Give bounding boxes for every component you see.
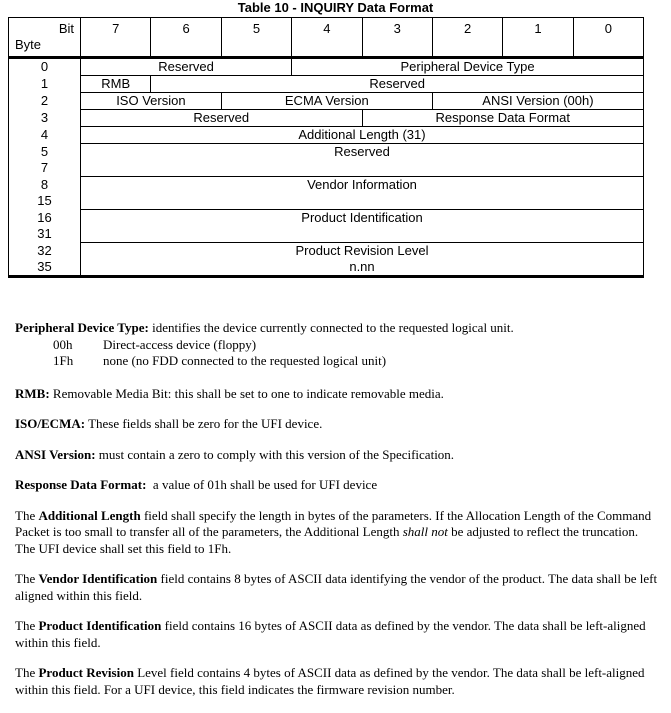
rev-term: Product Revision — [38, 665, 134, 680]
addl-mid: field shall specify the length in bytes of the parameters. If the Allocation Length of the Command Packet is too small to transfer all of the parameters, the Additional Length — [15, 507, 652, 539]
field-descriptions — [15, 320, 660, 712]
iso-version-field: ISO Version — [81, 93, 222, 110]
bit-6-header: 6 — [151, 18, 221, 58]
ansi-version-field: ANSI Version (00h) — [432, 93, 643, 110]
table-row — [9, 177, 644, 194]
reserved-field: Reserved — [81, 144, 644, 161]
bit-5-header: 5 — [221, 18, 291, 58]
bit-label: Bit — [58, 21, 74, 36]
byte-label: Byte — [15, 37, 42, 52]
ansi-term: ANSI Version: — [15, 446, 96, 462]
bit-1-header: 1 — [503, 18, 573, 58]
iso-ecma-description — [15, 416, 660, 433]
pdt-code-row — [15, 353, 660, 370]
product-revision-value: n.nn — [81, 259, 644, 277]
pdt-code: 00h — [53, 336, 73, 352]
addl-emphasis: shall not — [402, 524, 448, 539]
vendor-description — [15, 571, 660, 604]
peripheral-device-type-field: Peripheral Device Type — [292, 58, 644, 76]
vendor-information-field: Vendor Information — [81, 177, 644, 194]
pdt-code: 1Fh — [53, 353, 74, 368]
byte-number: 32 — [9, 243, 81, 260]
response-data-format-field: Response Data Format — [362, 110, 644, 127]
table-row — [9, 58, 644, 76]
byte-number: 31 — [9, 226, 81, 243]
ecma-version-field: ECMA Version — [221, 93, 432, 110]
iso-term: ISO/ECMA: — [15, 416, 86, 431]
table-row — [9, 110, 644, 127]
vendor-information-field-cont — [81, 193, 644, 210]
rmb-desc: Removable Media Bit: this shall be set to one to indicate removable media. — [49, 385, 444, 401]
table-row — [9, 160, 644, 177]
table-row — [9, 193, 644, 210]
table-row — [9, 226, 644, 243]
byte-number: 35 — [9, 259, 81, 277]
byte-number: 7 — [9, 160, 81, 177]
byte-number: 0 — [9, 58, 81, 76]
vendor-pre: The — [15, 571, 39, 586]
product-term: Product Identification — [38, 618, 162, 633]
addl-post: be adjusted to reflect the truncation. The UFI device shall set this field to 1Fh. — [15, 524, 639, 556]
byte-number: 1 — [9, 76, 81, 93]
additional-length-description — [15, 508, 660, 558]
reserved-field: Reserved — [151, 76, 644, 93]
table-row — [9, 243, 644, 260]
reserved-field: Reserved — [81, 58, 292, 76]
byte-number: 5 — [9, 144, 81, 161]
pdt-code-desc: Direct-access device (floppy) — [103, 336, 257, 352]
pdt-code-row — [15, 337, 660, 354]
rmb-field: RMB — [81, 76, 151, 93]
addl-term: Additional Length — [38, 507, 141, 523]
table-row — [9, 259, 644, 277]
byte-number: 4 — [9, 127, 81, 144]
byte-number: 8 — [9, 177, 81, 194]
vendor-desc: field contains 8 bytes of ASCII data identifying the vendor of the product. The data shall be left aligned within this field. — [15, 571, 658, 603]
rdf-desc: a value of 01h shall be used for UFI device — [146, 477, 378, 492]
reserved-field: Reserved — [81, 110, 363, 127]
bit-2-header: 2 — [432, 18, 502, 58]
rdf-description — [15, 477, 660, 494]
rev-pre: The — [15, 665, 39, 680]
revision-description — [15, 665, 660, 698]
byte-number: 15 — [9, 193, 81, 210]
product-revision-level-field: Product Revision Level — [81, 243, 644, 260]
rdf-term: Response Data Format: — [15, 477, 147, 492]
table-row — [9, 144, 644, 161]
inquiry-data-table — [8, 17, 644, 278]
rmb-description — [15, 386, 660, 403]
byte-number: 16 — [9, 210, 81, 227]
byte-number: 2 — [9, 93, 81, 110]
pdt-desc: identifies the device currently connected to the requested logical unit. — [148, 320, 514, 335]
table-row — [9, 210, 644, 227]
rmb-term: RMB: — [15, 385, 50, 401]
rev-desc: Level field contains 4 bytes of ASCII data as defined by the vendor. The data shall be left-aligned within this field. For a UFI device, this field indicates the firmware revision number. — [15, 665, 645, 697]
reserved-field-cont — [81, 160, 644, 177]
ansi-description — [15, 447, 660, 464]
product-desc: field contains 16 bytes of ASCII data as defined by the vendor. The data shall be left-aligned within this field. — [15, 618, 646, 650]
table-row — [9, 127, 644, 144]
addl-pre: The — [15, 507, 39, 523]
table-row — [9, 76, 644, 93]
bit-0-header: 0 — [573, 18, 643, 58]
pdt-description — [15, 320, 660, 370]
table-row — [9, 93, 644, 110]
pdt-term: Peripheral Device Type: — [15, 320, 149, 335]
product-description — [15, 618, 660, 651]
pdt-code-desc: none (no FDD connected to the requested logical unit) — [103, 353, 387, 368]
iso-desc: These fields shall be zero for the UFI device. — [85, 416, 323, 431]
ansi-desc: must contain a zero to comply with this version of the Specification. — [95, 446, 455, 462]
byte-number: 3 — [9, 110, 81, 127]
bit-byte-corner-cell — [9, 18, 81, 58]
additional-length-field: Additional Length (31) — [81, 127, 644, 144]
table-header-row — [9, 18, 644, 58]
product-identification-field: Product Identification — [81, 210, 644, 227]
vendor-term: Vendor Identification — [38, 571, 158, 586]
bit-7-header: 7 — [81, 18, 151, 58]
table-caption: Table 10 - INQUIRY Data Format — [237, 0, 434, 15]
product-identification-field-cont — [81, 226, 644, 243]
product-pre: The — [15, 618, 39, 633]
bit-4-header: 4 — [292, 18, 362, 58]
bit-3-header: 3 — [362, 18, 432, 58]
